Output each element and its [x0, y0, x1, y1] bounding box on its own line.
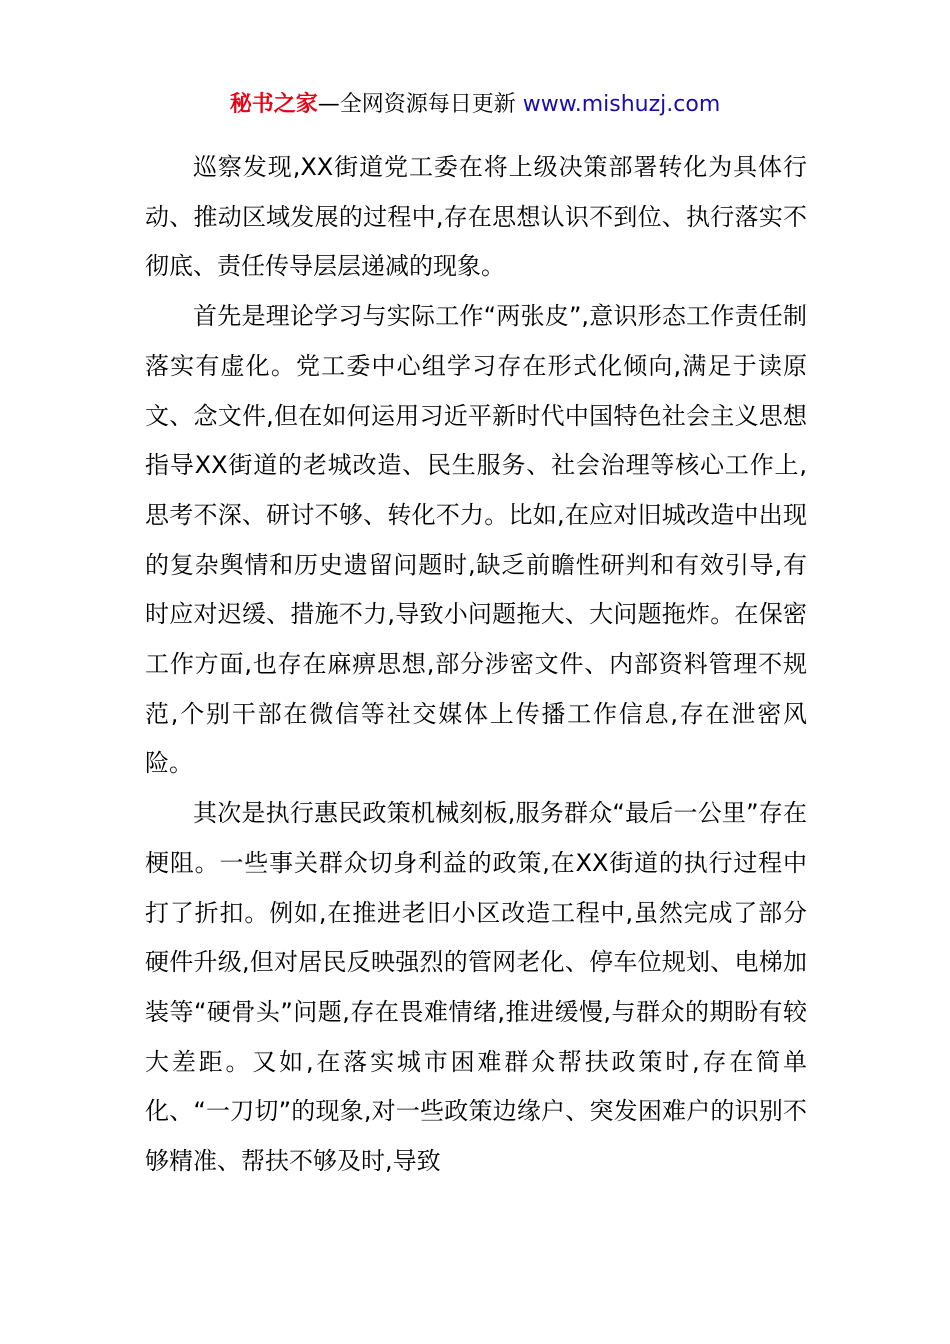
header-dash: — [317, 92, 340, 117]
paragraph-3: 其次是执行惠民政策机械刻板,服务群众“最后一公里”存在梗阻。一些事关群众切身利益的政策,在XX街道的执行过程中打了折扣。例如,在推进老旧小区改造工程中,虽然完成了部分硬件升级,但对居民反映强烈的管网老化、停车位规划、电梯加装等“硬骨头”问题,存在畏难情绪,推进缓慢,与群众的期盼有较大差距。又如,在落实城市困难群众帮扶政策时,存在简单化、“一刀切”的现象,对一些政策边缘户、突发困难户的识别不够精准、帮扶不够及时,导致 [145, 799, 807, 1176]
paragraph-2: 首先是理论学习与实际工作“两张皮”,意识形态工作责任制落实有虚化。党工委中心组学习存在形式化倾向,满足于读原文、念文件,但在如何运用习近平新时代中国特色社会主义思想指导XX街道的老城改造、民生服务、社会治理等核心工作上,思考不深、研讨不够、转化不力。比如,在应对旧城改造中出现的复杂舆情和历史遗留问题时,缺乏前瞻性研判和有效引导,有时应对迟缓、措施不力,导致小问题拖大、大问题拖炸。在保密工作方面,也存在麻痹思想,部分涉密文件、内部资料管理不规范,个别干部在微信等社交媒体上传播工作信息,存在泄密风险。 [145, 302, 807, 778]
document-body [145, 143, 807, 1187]
paragraph-1: 巡察发现,XX街道党工委在将上级决策部署转化为具体行动、推动区域发展的过程中,存在思想认识不到位、执行落实不彻底、责任传导层层递减的现象。 [145, 153, 807, 281]
site-url-link[interactable]: www.mishuzj.com [522, 92, 721, 117]
brand-name: 秘书之家 [229, 92, 318, 117]
header-tagline: 全网资源每日更新 [339, 92, 516, 117]
site-header [0, 88, 950, 122]
